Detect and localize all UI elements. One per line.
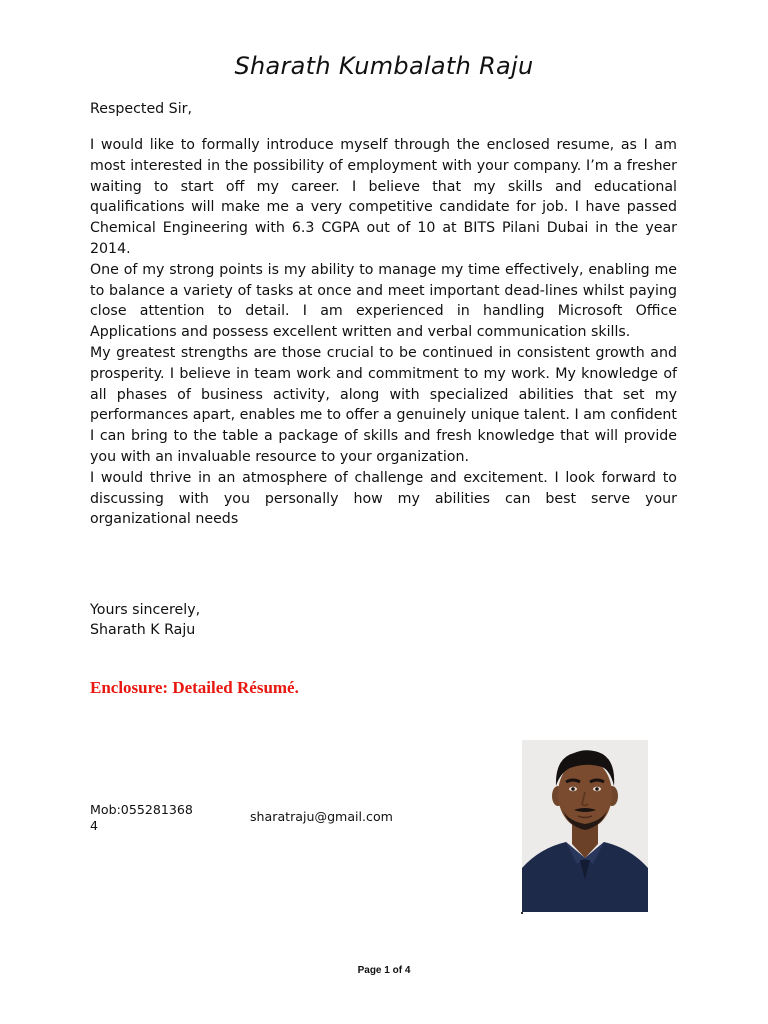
- closing-block: [90, 600, 677, 640]
- paragraph-introduction: I would like to formally introduce myself through the enclosed resume, as I am most interested in the possibility of employment with your company. I’m a fresher waiting to start off my career. I believe that my skills and educational qualifications will make me a very competitive candidate for job. I have passed Chemical Engineering with 6.3 CGPA out of 10 at BITS Pilani Dubai in the year 2014.: [90, 137, 677, 257]
- page-number: Page 1 of 4: [357, 965, 411, 976]
- applicant-photo: [522, 740, 648, 912]
- letter-body: [90, 135, 677, 530]
- paragraph-strengths-growth: My greatest strengths are those crucial to be continued in consistent growth and prosperity. I believe in team work and commitment to my work. My knowledge of all phases of business activity, along with specialized abilities that set my performances apart, enables me to offer a genuinely unique talent. I am confident I can bring to the table a package of skills and fresh knowledge that will provide you with an invaluable resource to your organization.: [90, 344, 677, 465]
- closing-phrase: Yours sincerely,: [90, 602, 201, 618]
- photo-mark: [521, 912, 523, 914]
- applicant-name-title: Sharath Kumbalath Raju: [234, 52, 534, 80]
- salutation: Respected Sir,: [90, 101, 192, 117]
- mobile-number: Mob:0552813684: [90, 802, 193, 833]
- email-address[interactable]: sharatraju@gmail.com: [250, 809, 393, 824]
- paragraph-strengths-time: One of my strong points is my ability to manage my time effectively, enabling me to balance a variety of tasks at once and meet important dead-lines whilst paying close attention to detail. I am experienced in handling Microsoft Office Applications and possess excellent written and verbal communication skills.: [90, 261, 677, 341]
- paragraph-closing-remarks: I would thrive in an atmosphere of challenge and excitement. I look forward to discussing with you personally how my abilities can best serve your organizational needs: [90, 469, 677, 528]
- signature-name: Sharath K Raju: [90, 622, 196, 638]
- portrait-icon: [522, 740, 648, 912]
- enclosure-note: Enclosure: Detailed Résumé.: [90, 678, 299, 697]
